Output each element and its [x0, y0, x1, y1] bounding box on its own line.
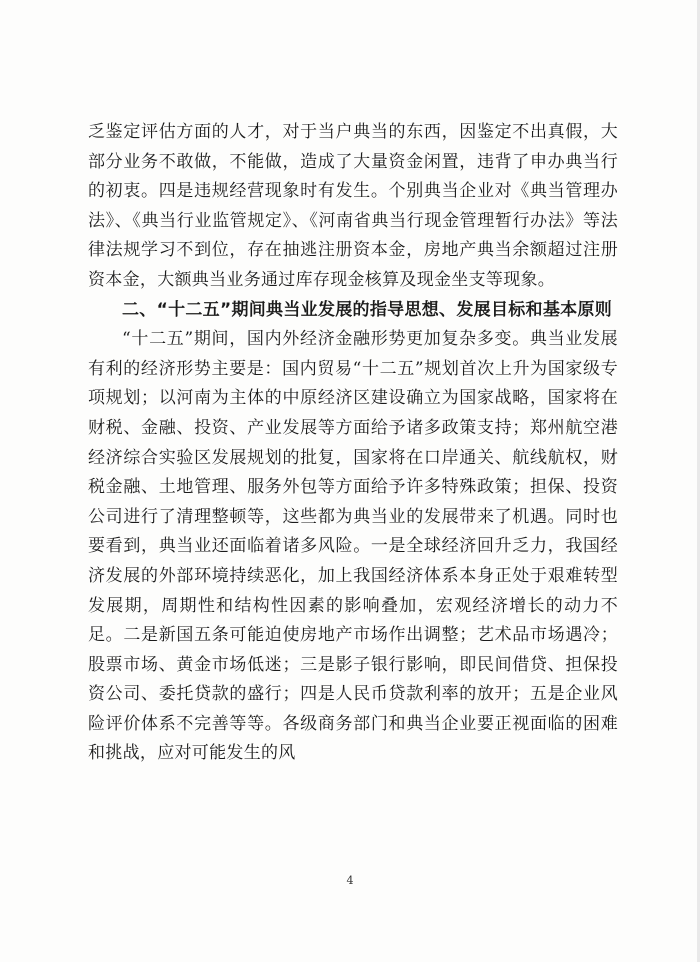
paragraph-continued: 乏鉴定评估方面的人才，对于当户典当的东西，因鉴定不出真假，大部分业务不敢做，不能做，造成了大量资金闲置，违背了申办典当行的初衷。四是违规经营现象时有发生。个别典当企业对《典当管理办法》、《典当行业监管规定》、《河南省典当行现金管理暂行办法》等法律法规学习不到位，存在抽逃注册资本金，房地产典当余额超过注册资本金，大额典当业务通过库存现金核算及现金坐支等现象。 [88, 122, 618, 290]
page-number: 4 [346, 874, 354, 887]
document-body [88, 118, 618, 769]
paragraph-body: “十二五”期间，国内外经济金融形势更加复杂多变。典当业发展有利的经济形势主要是：国内贸易“十二五”规划首次上升为国家级专项规划；以河南为主体的中原经济区建设确立为国家战略，国家将在财税、金融、投资、产业发展等方面给予诸多政策支持；郑州航空港经济综合实验区发展规划的批复，国家将在口岸通关、航线航权，财税金融、土地管理、服务外包等方面给予许多特殊政策；担保、投资公司进行了清理整顿等，这些都为典当业的发展带来了机遇。同时也要看到，典当业还面临着诸多风险。一是全球经济回升乏力，我国经济发展的外部环境持续恶化，加上我国经济体系本身正处于艰难转型发展期，周期性和结构性因素的影响叠加，宏观经济增长的动力不足。二是新国五条可能迫使房地产市场作出调整；艺术品市场遇冷；股票市场、黄金市场低迷；三是影子银行影响，即民间借贷、担保投资公司、委托贷款的盛行；四是人民币贷款利率的放开；五是企业风险评价体系不完善等等。各级商务部门和典当企业要正视面临的困难和挑战，应对可能发生的风 [88, 329, 618, 764]
section-heading: 二、“十二五”期间典当业发展的指导思想、发展目标和基本原则 [122, 299, 613, 320]
